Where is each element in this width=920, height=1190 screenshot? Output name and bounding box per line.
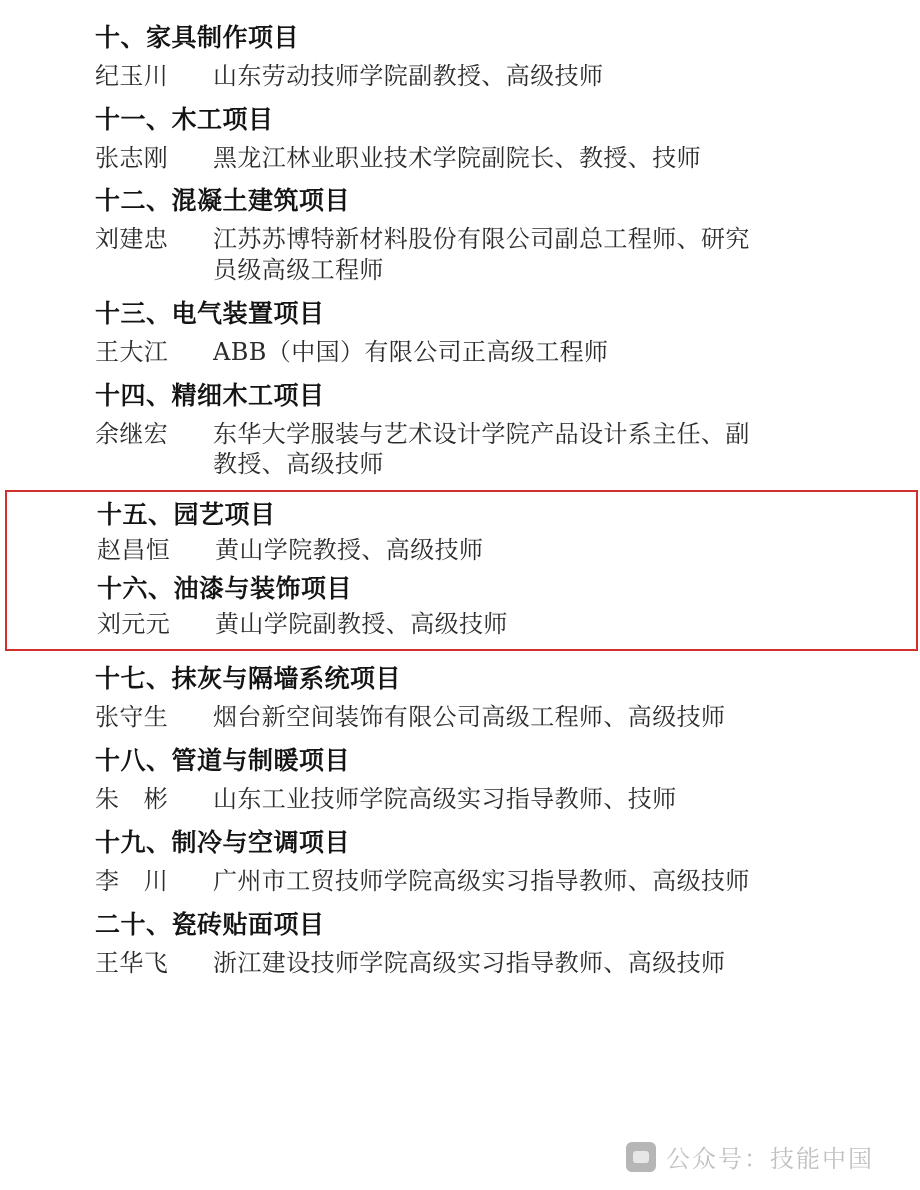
person-line	[95, 417, 860, 484]
person-description: 烟台新空间装饰有限公司高级工程师、高级技师	[213, 703, 726, 732]
section-title: 十九、制冷与空调项目	[95, 827, 351, 857]
section-entry	[95, 819, 860, 901]
section-entry	[95, 372, 860, 484]
section-entry	[95, 177, 860, 289]
person-line	[95, 864, 860, 901]
section-entry	[95, 14, 860, 96]
section-title: 十五、园艺项目	[97, 500, 276, 530]
person-description	[213, 224, 860, 285]
person-description	[213, 419, 860, 480]
section-entry	[97, 496, 858, 570]
section-title: 十八、管道与制暖项目	[95, 746, 351, 776]
section-title: 十七、抹灰与隔墙系统项目	[95, 664, 402, 694]
person-description: 黄山学院教授、高级技师	[215, 536, 484, 565]
person-line	[95, 141, 860, 178]
watermark-logo-icon	[626, 1142, 656, 1172]
section-title: 十四、精细木工项目	[95, 380, 325, 410]
section-title: 二十、瓷砖贴面项目	[95, 909, 325, 939]
section-title: 十二、混凝土建筑项目	[95, 186, 351, 216]
person-description: 黄山学院副教授、高级技师	[215, 609, 508, 638]
person-name: 张守生	[95, 703, 169, 732]
person-description-first-line: 江苏苏博特新材料股份有限公司副总工程师、研究	[213, 225, 750, 254]
person-name: 王大江	[95, 337, 169, 366]
person-description-continuation: 员级高级工程师	[213, 256, 384, 285]
person-line	[97, 607, 858, 644]
person-line	[95, 946, 860, 983]
section-entry	[95, 96, 860, 178]
person-name: 赵昌恒	[97, 536, 171, 565]
person-description: 山东工业技师学院高级实习指导教师、技师	[213, 785, 677, 814]
person-line	[95, 335, 860, 372]
person-description: 浙江建设技师学院高级实习指导教师、高级技师	[213, 948, 726, 977]
person-line	[95, 59, 860, 96]
person-description: 山东劳动技师学院副教授、高级技师	[213, 62, 604, 90]
person-description: ABB（中国）有限公司正高级工程师	[213, 337, 609, 366]
person-description: 黑龙江林业职业技术学院副院长、教授、技师	[213, 143, 701, 172]
section-entry	[97, 570, 858, 644]
section-title: 十一、木工项目	[95, 104, 274, 134]
section-entry	[95, 901, 860, 983]
person-line	[97, 533, 858, 570]
person-description: 广州市工贸技师学院高级实习指导教师、高级技师	[213, 866, 750, 895]
person-line	[95, 222, 860, 289]
section-entry	[95, 290, 860, 372]
watermark-text: 公众号：技能中国	[666, 1145, 874, 1173]
person-name: 纪玉川	[95, 62, 169, 90]
section-title: 十、家具制作项目	[95, 23, 300, 52]
section-entry	[95, 655, 860, 737]
person-description-first-line: 东华大学服装与艺术设计学院产品设计系主任、副	[213, 419, 750, 448]
person-name: 朱 彬	[95, 785, 169, 814]
person-name: 余继宏	[95, 419, 169, 448]
highlighted-region	[5, 490, 918, 651]
person-description-continuation: 教授、高级技师	[213, 450, 384, 479]
person-name: 刘建忠	[95, 225, 169, 254]
watermark	[626, 1139, 874, 1174]
section-entry	[95, 737, 860, 819]
person-name: 刘元元	[97, 609, 171, 638]
person-line	[95, 782, 860, 819]
section-title: 十三、电气装置项目	[95, 298, 325, 328]
person-name: 王华飞	[95, 948, 169, 977]
section-title: 十六、油漆与装饰项目	[97, 573, 353, 603]
person-name: 张志刚	[95, 143, 169, 172]
person-line	[95, 700, 860, 737]
person-name: 李 川	[95, 866, 169, 895]
